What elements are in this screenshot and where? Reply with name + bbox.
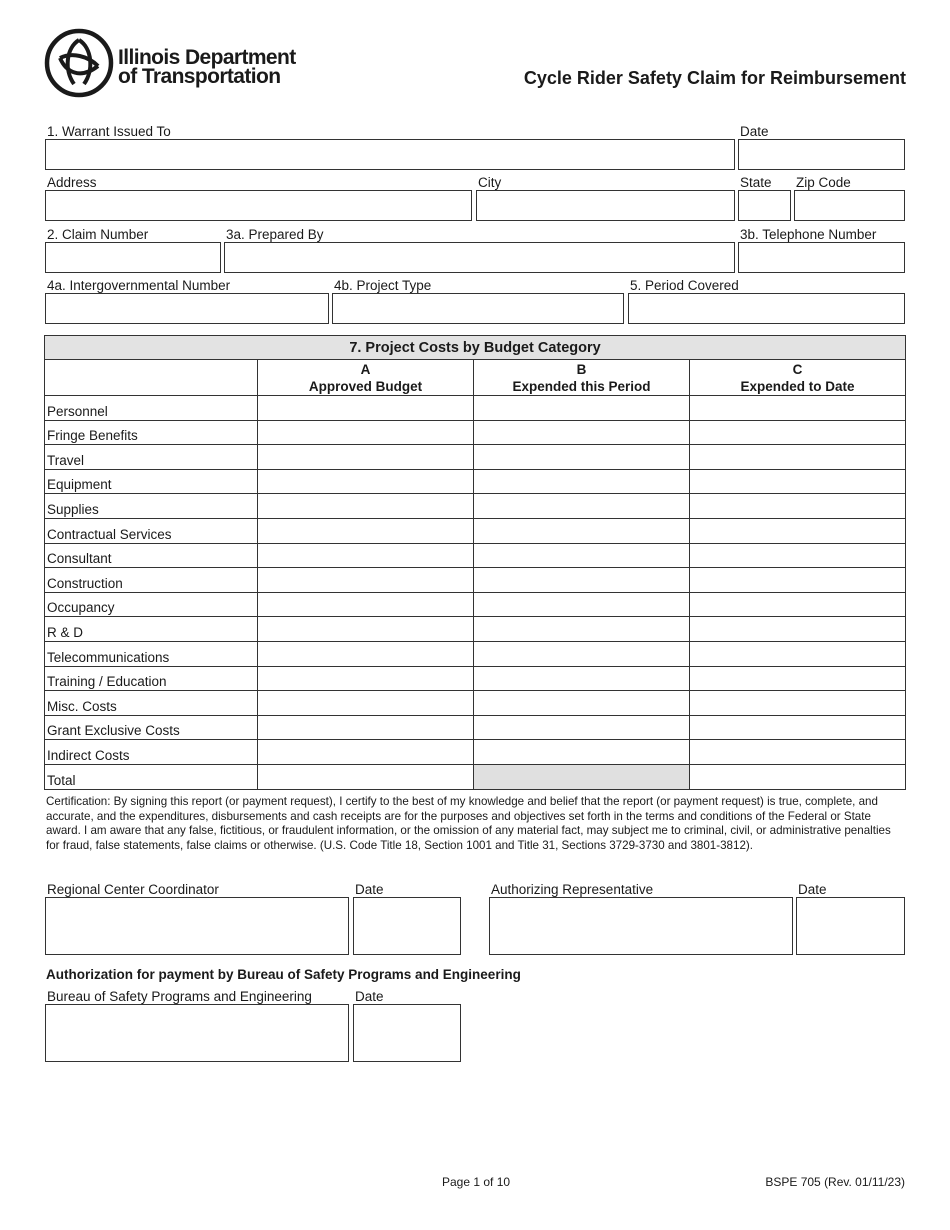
column-letter: A (360, 361, 371, 377)
cost-cell-a[interactable] (258, 666, 474, 691)
cost-cell-a[interactable] (258, 568, 474, 593)
zip-field[interactable] (794, 190, 905, 221)
cost-category-label: Construction (45, 568, 258, 593)
address-label: Address (47, 175, 97, 190)
column-header-a (258, 360, 474, 396)
prepared-by-field[interactable] (224, 242, 735, 273)
cost-cell-a[interactable] (258, 494, 474, 519)
cost-cell-a[interactable] (258, 543, 474, 568)
bureau-label: Bureau of Safety Programs and Engineering (47, 989, 312, 1004)
period-covered-field[interactable] (628, 293, 905, 324)
cost-cell-a[interactable] (258, 740, 474, 765)
regional-coordinator-signature[interactable] (45, 897, 349, 955)
cost-cell-c[interactable] (690, 592, 906, 617)
cost-cell-c[interactable] (690, 494, 906, 519)
cost-row (45, 396, 906, 421)
cost-cell-c[interactable] (690, 469, 906, 494)
cost-row (45, 740, 906, 765)
cost-row (45, 543, 906, 568)
column-header-c (690, 360, 906, 396)
address-field[interactable] (45, 190, 472, 221)
cost-cell-b[interactable] (474, 518, 690, 543)
cost-category-label: Telecommunications (45, 641, 258, 666)
cost-cell-c[interactable] (690, 666, 906, 691)
project-type-label: 4b. Project Type (334, 278, 432, 293)
city-field[interactable] (476, 190, 735, 221)
cost-category-label: Travel (45, 445, 258, 470)
cost-cell-a[interactable] (258, 396, 474, 421)
agency-name-line1: Illinois Department (118, 46, 296, 69)
certification-text: Certification: By signing this report (or payment request), I certify to the best of my knowledge and belief that the report (or payment request) is true, complete, and accurate, and the expenditures, disbursements and cash receipts are for the purposes and objectives set forth in the terms and conditions of the Federal or State award. I am aware that any false, fictitious, or fraudulent information, or the omission of any material fact, may subject me to criminal, civil, or administrative penalties for fraud, false statements, false claims or otherwise. (U.S. Code Title 18, Section 1001 and Title 31, Sections 3729-3730 and 3801-3812). (46, 795, 891, 852)
row-label-header (45, 360, 258, 396)
telephone-field[interactable] (738, 242, 905, 273)
telephone-label: 3b. Telephone Number (740, 227, 877, 242)
cost-row (45, 666, 906, 691)
cost-cell-c[interactable] (690, 691, 906, 716)
cost-category-label: Total (45, 764, 258, 789)
cost-category-label: Consultant (45, 543, 258, 568)
cost-category-label: Training / Education (45, 666, 258, 691)
column-label: Approved Budget (308, 378, 423, 394)
form-title: Cycle Rider Safety Claim for Reimbursement (523, 68, 906, 88)
cost-cell-b[interactable] (474, 420, 690, 445)
warrant-issued-to-field[interactable] (45, 139, 735, 170)
cost-row (45, 691, 906, 716)
authorizing-rep-label: Authorizing Representative (491, 882, 654, 897)
project-costs-table (44, 335, 906, 790)
cost-cell-b[interactable] (474, 715, 690, 740)
cost-cell-b[interactable] (474, 543, 690, 568)
cost-cell-a[interactable] (258, 691, 474, 716)
cost-row (45, 715, 906, 740)
cost-row (45, 641, 906, 666)
regional-date-field[interactable] (353, 897, 461, 955)
bureau-date-label: Date (355, 989, 384, 1004)
cost-row (45, 420, 906, 445)
prepared-by-label: 3a. Prepared By (226, 227, 324, 242)
idot-logo (44, 28, 114, 98)
authorizing-date-field[interactable] (796, 897, 905, 955)
cost-cell-b[interactable] (474, 494, 690, 519)
cost-category-label: Grant Exclusive Costs (45, 715, 258, 740)
cost-cell-b[interactable] (474, 740, 690, 765)
cost-cell-c[interactable] (690, 641, 906, 666)
page-number: Page 1 of 10 (442, 1175, 511, 1189)
cost-cell-b[interactable] (474, 445, 690, 470)
column-letter: B (576, 361, 587, 377)
column-letter: C (792, 361, 803, 377)
cost-cell-a[interactable] (258, 617, 474, 642)
bureau-date-field[interactable] (353, 1004, 461, 1062)
cost-cell-a[interactable] (258, 420, 474, 445)
cost-cell-c[interactable] (690, 764, 906, 789)
authorization-heading: Authorization for payment by Bureau of Safety Programs and Engineering (46, 967, 521, 982)
project-costs-title: 7. Project Costs by Budget Category (45, 336, 906, 360)
cost-cell-b[interactable] (474, 666, 690, 691)
intergov-number-label: 4a. Intergovernmental Number (47, 278, 231, 293)
city-label: City (478, 175, 502, 190)
cost-category-label: Equipment (45, 469, 258, 494)
form-id: BSPE 705 (Rev. 01/11/23) (765, 1175, 905, 1189)
cost-row (45, 568, 906, 593)
cost-category-label: R & D (45, 617, 258, 642)
authorizing-date-label: Date (798, 882, 827, 897)
regional-coordinator-label: Regional Center Coordinator (47, 882, 219, 897)
project-type-field[interactable] (332, 293, 624, 324)
state-label: State (740, 175, 772, 190)
cost-row (45, 617, 906, 642)
cost-cell-c[interactable] (690, 715, 906, 740)
cost-cell-b[interactable] (474, 592, 690, 617)
cost-row (45, 445, 906, 470)
cost-row (45, 764, 906, 789)
cost-cell-a[interactable] (258, 592, 474, 617)
cost-category-label: Personnel (45, 396, 258, 421)
authorizing-rep-signature[interactable] (489, 897, 793, 955)
cost-category-label: Supplies (45, 494, 258, 519)
warrant-issued-to-label: 1. Warrant Issued To (47, 124, 171, 139)
bureau-signature[interactable] (45, 1004, 349, 1062)
cost-cell-c[interactable] (690, 617, 906, 642)
cost-cell-c[interactable] (690, 420, 906, 445)
cost-cell-b[interactable] (474, 568, 690, 593)
cost-cell-b[interactable] (474, 396, 690, 421)
cost-category-label: Indirect Costs (45, 740, 258, 765)
date-label: Date (740, 124, 769, 139)
claim-number-field[interactable] (45, 242, 221, 273)
regional-date-label: Date (355, 882, 384, 897)
cost-row (45, 592, 906, 617)
cost-category-label: Misc. Costs (45, 691, 258, 716)
period-covered-label: 5. Period Covered (630, 278, 739, 293)
column-label: Expended this Period (512, 378, 651, 394)
agency-name-line2: of Transportation (118, 65, 281, 88)
cost-cell-a[interactable] (258, 469, 474, 494)
date-field[interactable] (738, 139, 905, 170)
cost-category-label: Contractual Services (45, 518, 258, 543)
column-label: Expended to Date (740, 378, 855, 394)
intergov-number-field[interactable] (45, 293, 329, 324)
cost-cell-a[interactable] (258, 518, 474, 543)
cost-cell-c[interactable] (690, 568, 906, 593)
idot-logo-icon (44, 28, 114, 98)
cost-cell-b[interactable] (474, 469, 690, 494)
cost-cell-c[interactable] (690, 445, 906, 470)
cost-cell-b[interactable] (474, 764, 690, 789)
column-header-b (474, 360, 690, 396)
cost-category-label: Fringe Benefits (45, 420, 258, 445)
cost-row (45, 494, 906, 519)
claim-number-label: 2. Claim Number (47, 227, 149, 242)
cost-cell-a[interactable] (258, 641, 474, 666)
cost-cell-b[interactable] (474, 691, 690, 716)
cost-cell-a[interactable] (258, 764, 474, 789)
cost-row (45, 518, 906, 543)
cost-cell-a[interactable] (258, 445, 474, 470)
cost-cell-c[interactable] (690, 543, 906, 568)
state-field[interactable] (738, 190, 791, 221)
cost-cell-a[interactable] (258, 715, 474, 740)
cost-cell-c[interactable] (690, 396, 906, 421)
cost-cell-c[interactable] (690, 518, 906, 543)
cost-category-label: Occupancy (45, 592, 258, 617)
zip-label: Zip Code (796, 175, 851, 190)
cost-cell-b[interactable] (474, 617, 690, 642)
cost-cell-c[interactable] (690, 740, 906, 765)
cost-row (45, 469, 906, 494)
cost-cell-b[interactable] (474, 641, 690, 666)
